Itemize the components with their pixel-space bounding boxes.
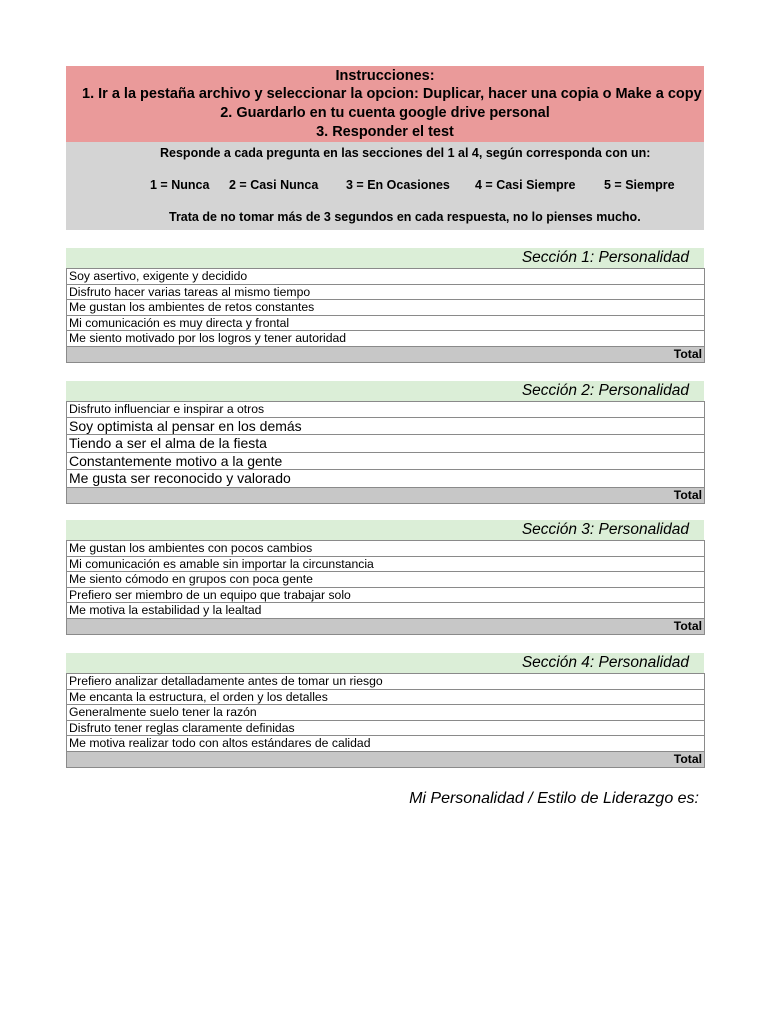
question-row[interactable]: Me gustan los ambientes con pocos cambios xyxy=(67,541,704,557)
question-row[interactable]: Me motiva realizar todo con altos estándares de calidad xyxy=(67,736,704,752)
section-1-table xyxy=(66,268,705,363)
result-label: Mi Personalidad / Estilo de Liderazgo es: xyxy=(409,790,699,807)
section-1-total: Total xyxy=(67,347,704,363)
question-row[interactable]: Me motiva la estabilidad y la lealtad xyxy=(67,603,704,619)
section-3-header xyxy=(66,520,704,540)
rating-guide-panel xyxy=(66,142,704,230)
question-row[interactable]: Prefiero analizar detalladamente antes de tomar un riesgo xyxy=(67,674,704,690)
question-row[interactable]: Disfruto hacer varias tareas al mismo tiempo xyxy=(67,285,704,301)
instructions-panel xyxy=(66,66,704,142)
section-4-header xyxy=(66,653,704,673)
scale-option-3: 3 = En Ocasiones xyxy=(346,178,450,192)
question-row[interactable]: Disfruto tener reglas claramente definidas xyxy=(67,721,704,737)
question-row[interactable]: Mi comunicación es muy directa y frontal xyxy=(67,316,704,332)
question-row[interactable]: Mi comunicación es amable sin importar la circunstancia xyxy=(67,557,704,573)
section-1-header xyxy=(66,248,704,268)
section-3-table xyxy=(66,540,705,635)
question-row[interactable]: Soy asertivo, exigente y decidido xyxy=(67,269,704,285)
instruction-step-3: 3. Responder el test xyxy=(316,124,454,140)
scale-option-1: 1 = Nunca xyxy=(150,178,210,192)
section-2-title: Sección 2: Personalidad xyxy=(521,382,689,399)
section-2-table xyxy=(66,401,705,504)
instruction-step-2: 2. Guardarlo en tu cuenta google drive personal xyxy=(220,105,550,121)
section-4-title: Sección 4: Personalidad xyxy=(521,654,689,671)
rating-prompt: Responde a cada pregunta en las secciones del 1 al 4, según corresponda con un: xyxy=(160,146,651,160)
section-4-table xyxy=(66,673,705,768)
section-2-total: Total xyxy=(67,488,704,504)
question-row[interactable]: Generalmente suelo tener la razón xyxy=(67,705,704,721)
section-3-title: Sección 3: Personalidad xyxy=(521,521,689,538)
time-note: Trata de no tomar más de 3 segundos en cada respuesta, no lo pienses mucho. xyxy=(169,210,641,224)
question-row[interactable]: Me gustan los ambientes de retos constantes xyxy=(67,300,704,316)
scale-option-5: 5 = Siempre xyxy=(604,178,675,192)
question-row[interactable]: Me siento motivado por los logros y tener autoridad xyxy=(67,331,704,347)
question-row[interactable]: Prefiero ser miembro de un equipo que trabajar solo xyxy=(67,588,704,604)
scale-option-2: 2 = Casi Nunca xyxy=(229,178,319,192)
question-row[interactable]: Me gusta ser reconocido y valorado xyxy=(67,470,704,488)
section-3-total: Total xyxy=(67,619,704,635)
question-row[interactable]: Me encanta la estructura, el orden y los detalles xyxy=(67,690,704,706)
scale-option-4: 4 = Casi Siempre xyxy=(475,178,576,192)
question-row[interactable]: Disfruto influenciar e inspirar a otros xyxy=(67,402,704,418)
question-row[interactable]: Constantemente motivo a la gente xyxy=(67,453,704,471)
section-4-total: Total xyxy=(67,752,704,768)
instructions-heading: Instrucciones: xyxy=(335,68,435,84)
section-1-title: Sección 1: Personalidad xyxy=(521,249,689,266)
question-row[interactable]: Soy optimista al pensar en los demás xyxy=(67,418,704,436)
section-2-header xyxy=(66,381,704,401)
question-row[interactable]: Me siento cómodo en grupos con poca gente xyxy=(67,572,704,588)
instruction-step-1: 1. Ir a la pestaña archivo y seleccionar la opcion: Duplicar, hacer una copia o Make a copy xyxy=(82,86,702,102)
question-row[interactable]: Tiendo a ser el alma de la fiesta xyxy=(67,435,704,453)
